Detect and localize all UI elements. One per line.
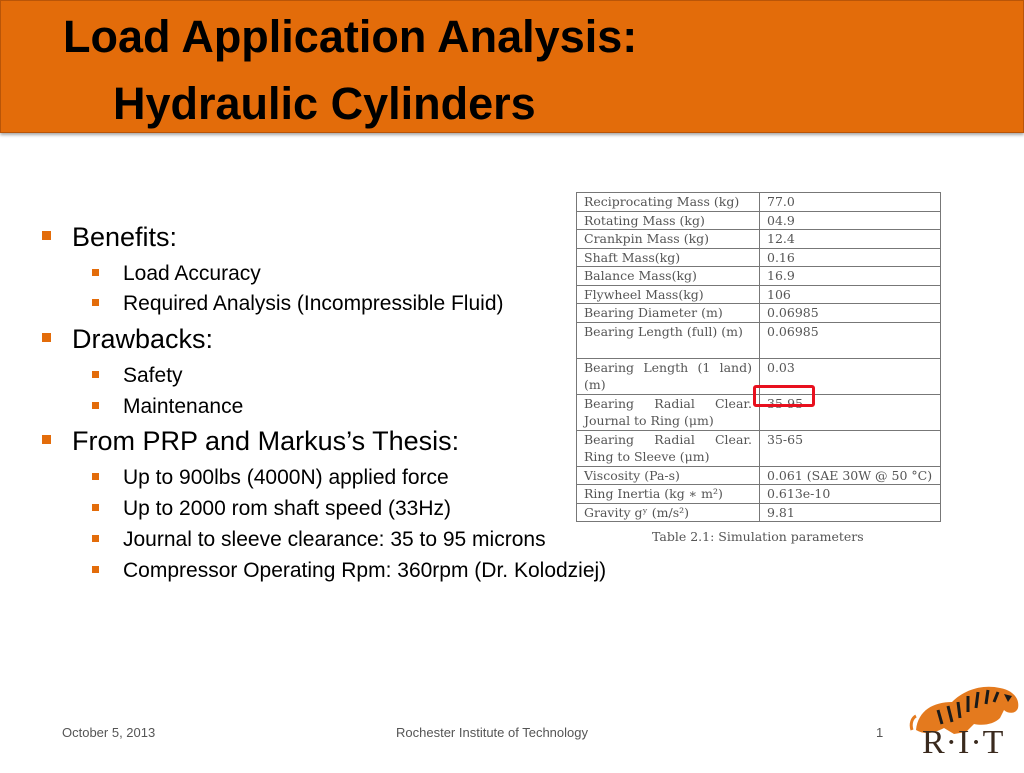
value-cell: 16.9 [760,267,941,286]
table-row [577,503,941,522]
bullet-marker-icon [92,269,99,276]
table-row [577,193,941,212]
value-cell: 0.06985 [760,322,941,358]
value-cell: 04.9 [760,211,941,230]
bullet-marker-icon [42,333,51,342]
value-cell: 0.06985 [760,304,941,323]
param-cell: Reciprocating Mass (kg) [577,193,760,212]
value-cell: 12.4 [760,230,941,249]
slide-title-line1: Load Application Analysis: [63,11,638,62]
table-caption: Table 2.1: Simulation parameters [652,529,864,544]
param-cell [577,358,760,394]
param-line1: Bearing Radial Clear. [584,431,752,447]
bullet-marker-icon [92,402,99,409]
value-cell: 0.061 (SAE 30W @ 50 °C) [760,466,941,485]
bullet-marker-icon [92,566,99,573]
param-cell [577,430,760,466]
bullet-marker-icon [92,371,99,378]
table-row [577,248,941,267]
value-cell: 0.613e-10 [760,485,941,504]
param-cell: Flywheel Mass(kg) [577,285,760,304]
param-line1: Bearing Length (1 land) [584,359,752,375]
param-line2: Journal to Ring (μm) [584,413,714,428]
param-line1: Bearing Radial Clear. [584,395,752,411]
bullet-marker-icon [92,473,99,480]
rit-logo [908,680,1024,768]
param-cell: Rotating Mass (kg) [577,211,760,230]
param-cell: Balance Mass(kg) [577,267,760,286]
table-row [577,430,941,466]
param-cell: Bearing Length (full) (m) [577,322,760,358]
bullet-marker-icon [92,299,99,306]
footer-page-number: 1 [876,725,884,740]
param-line2: Ring to Sleeve (μm) [584,449,710,464]
value-cell: 35-65 [760,430,941,466]
highlight-box [753,385,815,407]
table-row [577,485,941,504]
simulation-parameters-table [576,192,941,522]
param-cell: Ring Inertia (kg ∗ m²) [577,485,760,504]
table-row [577,211,941,230]
slide-title-line2: Hydraulic Cylinders [113,78,536,129]
param-cell: Gravity gʸ (m/s²) [577,503,760,522]
table-row [577,322,941,358]
param-cell: Crankpin Mass (kg) [577,230,760,249]
param-line2: (m) [584,377,606,392]
bullet-marker-icon [92,504,99,511]
table-row [577,267,941,286]
footer-date: October 5, 2013 [62,725,156,740]
table-row [577,304,941,323]
param-cell: Bearing Diameter (m) [577,304,760,323]
logo-text: R·I·T [922,724,1005,761]
title-bar [0,0,1024,133]
value-cell: 77.0 [760,193,941,212]
param-cell: Shaft Mass(kg) [577,248,760,267]
bullet-marker-icon [92,535,99,542]
table-row [577,285,941,304]
bullet-marker-icon [42,231,51,240]
value-cell-highlighted: 35-95 [760,394,941,430]
value-cell: 0.16 [760,248,941,267]
value-cell: 106 [760,285,941,304]
value-cell: 9.81 [760,503,941,522]
table-row [577,230,941,249]
bullet-marker-icon [42,435,51,444]
param-cell [577,394,760,430]
footer-institution: Rochester Institute of Technology [396,725,588,740]
table-row [577,466,941,485]
param-cell: Viscosity (Pa-s) [577,466,760,485]
value-cell: 0.03 [760,358,941,394]
